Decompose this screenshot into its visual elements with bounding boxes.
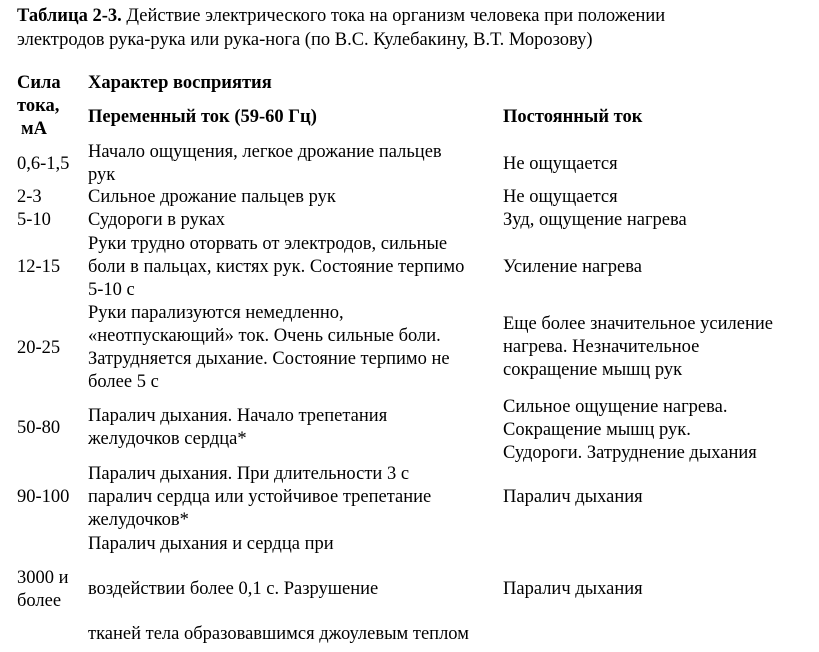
header-current-line: Сила <box>17 73 61 93</box>
row-ac: Судороги в руках <box>88 210 226 230</box>
row-current: 0,6-1,5 <box>17 154 70 174</box>
row-ac <box>88 302 450 394</box>
caption-label: Таблица 2-3. <box>17 6 122 26</box>
row-dc: Паралич дыхания <box>503 579 643 599</box>
row-ac-line: более 5 с <box>88 372 159 392</box>
row-ac-line: Затрудняется дыхание. Состояние терпимо не <box>88 349 450 369</box>
row-dc <box>503 396 757 465</box>
row-dc <box>503 313 773 382</box>
row-ac-line: желудочков* <box>88 510 189 530</box>
row-dc: Усиление нагрева <box>503 257 642 277</box>
row-ac-line: «неотпускающий» ток. Очень сильные боли. <box>88 326 441 346</box>
row-ac-line: Руки парализуются немедленно, <box>88 303 344 323</box>
row-ac-line: Паралич дыхания. Начало трепетания <box>88 406 388 426</box>
caption-text-line1: Действие электрического тока на организм человека при положении <box>121 6 666 26</box>
row-current: 12-15 <box>17 257 61 277</box>
header-current <box>17 72 61 141</box>
row-ac-line: Начало ощущения, легкое дрожание пальцев <box>88 142 442 162</box>
row-ac-line: тканей тела образовавшимся джоулевым теплом <box>88 624 469 644</box>
row-ac <box>88 233 464 302</box>
row-dc: Зуд, ощущение нагрева <box>503 210 687 230</box>
row-current-line: 3000 и <box>17 568 69 588</box>
row-ac-line: боли в пальцах, кистях рук. Состояние терпимо <box>88 257 465 277</box>
row-ac-line: 5-10 с <box>88 280 135 300</box>
row-ac-line: воздействии более 0,1 с. Разрушение <box>88 579 379 599</box>
row-ac <box>88 141 442 187</box>
header-ac: Переменный ток (59-60 Гц) <box>88 107 317 127</box>
row-ac-line: паралич сердца или устойчивое трепетание <box>88 487 432 507</box>
row-ac <box>88 405 387 451</box>
row-current <box>17 567 69 613</box>
caption-text-line2: электродов рука-рука или рука-нога (по В.С. Кулебакину, В.Т. Морозову) <box>17 30 593 50</box>
header-dc: Постоянный ток <box>503 107 643 127</box>
row-ac-line: желудочков сердца* <box>88 429 247 449</box>
header-current-line: тока, <box>17 96 60 116</box>
row-dc: Не ощущается <box>503 187 618 207</box>
row-dc-line: Сокращение мышц рук. <box>503 420 691 440</box>
row-dc-line: Судороги. Затруднение дыхания <box>503 443 757 463</box>
row-ac-line: Руки трудно оторвать от электродов, сильные <box>88 234 448 254</box>
row-dc: Паралич дыхания <box>503 487 643 507</box>
row-current: 90-100 <box>17 487 70 507</box>
row-ac-line: Паралич дыхания и сердца при <box>88 534 334 554</box>
row-ac <box>88 463 431 532</box>
table-caption <box>17 4 665 52</box>
header-current-line: мА <box>21 119 47 139</box>
row-dc-line: нагрева. Незначительное <box>503 337 700 357</box>
row-current: 50-80 <box>17 418 61 438</box>
row-dc-line: Сильное ощущение нагрева. <box>503 397 728 417</box>
row-ac-line: рук <box>88 165 116 185</box>
row-dc-line: Еще более значительное усиление <box>503 314 773 334</box>
row-ac: Сильное дрожание пальцев рук <box>88 187 336 207</box>
row-ac-line: Паралич дыхания. При длительности 3 с <box>88 464 410 484</box>
row-current-line: более <box>17 591 62 611</box>
row-current: 20-25 <box>17 338 61 358</box>
row-current: 2-3 <box>17 187 42 207</box>
row-current: 5-10 <box>17 210 51 230</box>
row-dc: Не ощущается <box>503 154 618 174</box>
header-perception: Характер восприятия <box>88 73 272 93</box>
row-dc-line: сокращение мышц рук <box>503 360 683 380</box>
